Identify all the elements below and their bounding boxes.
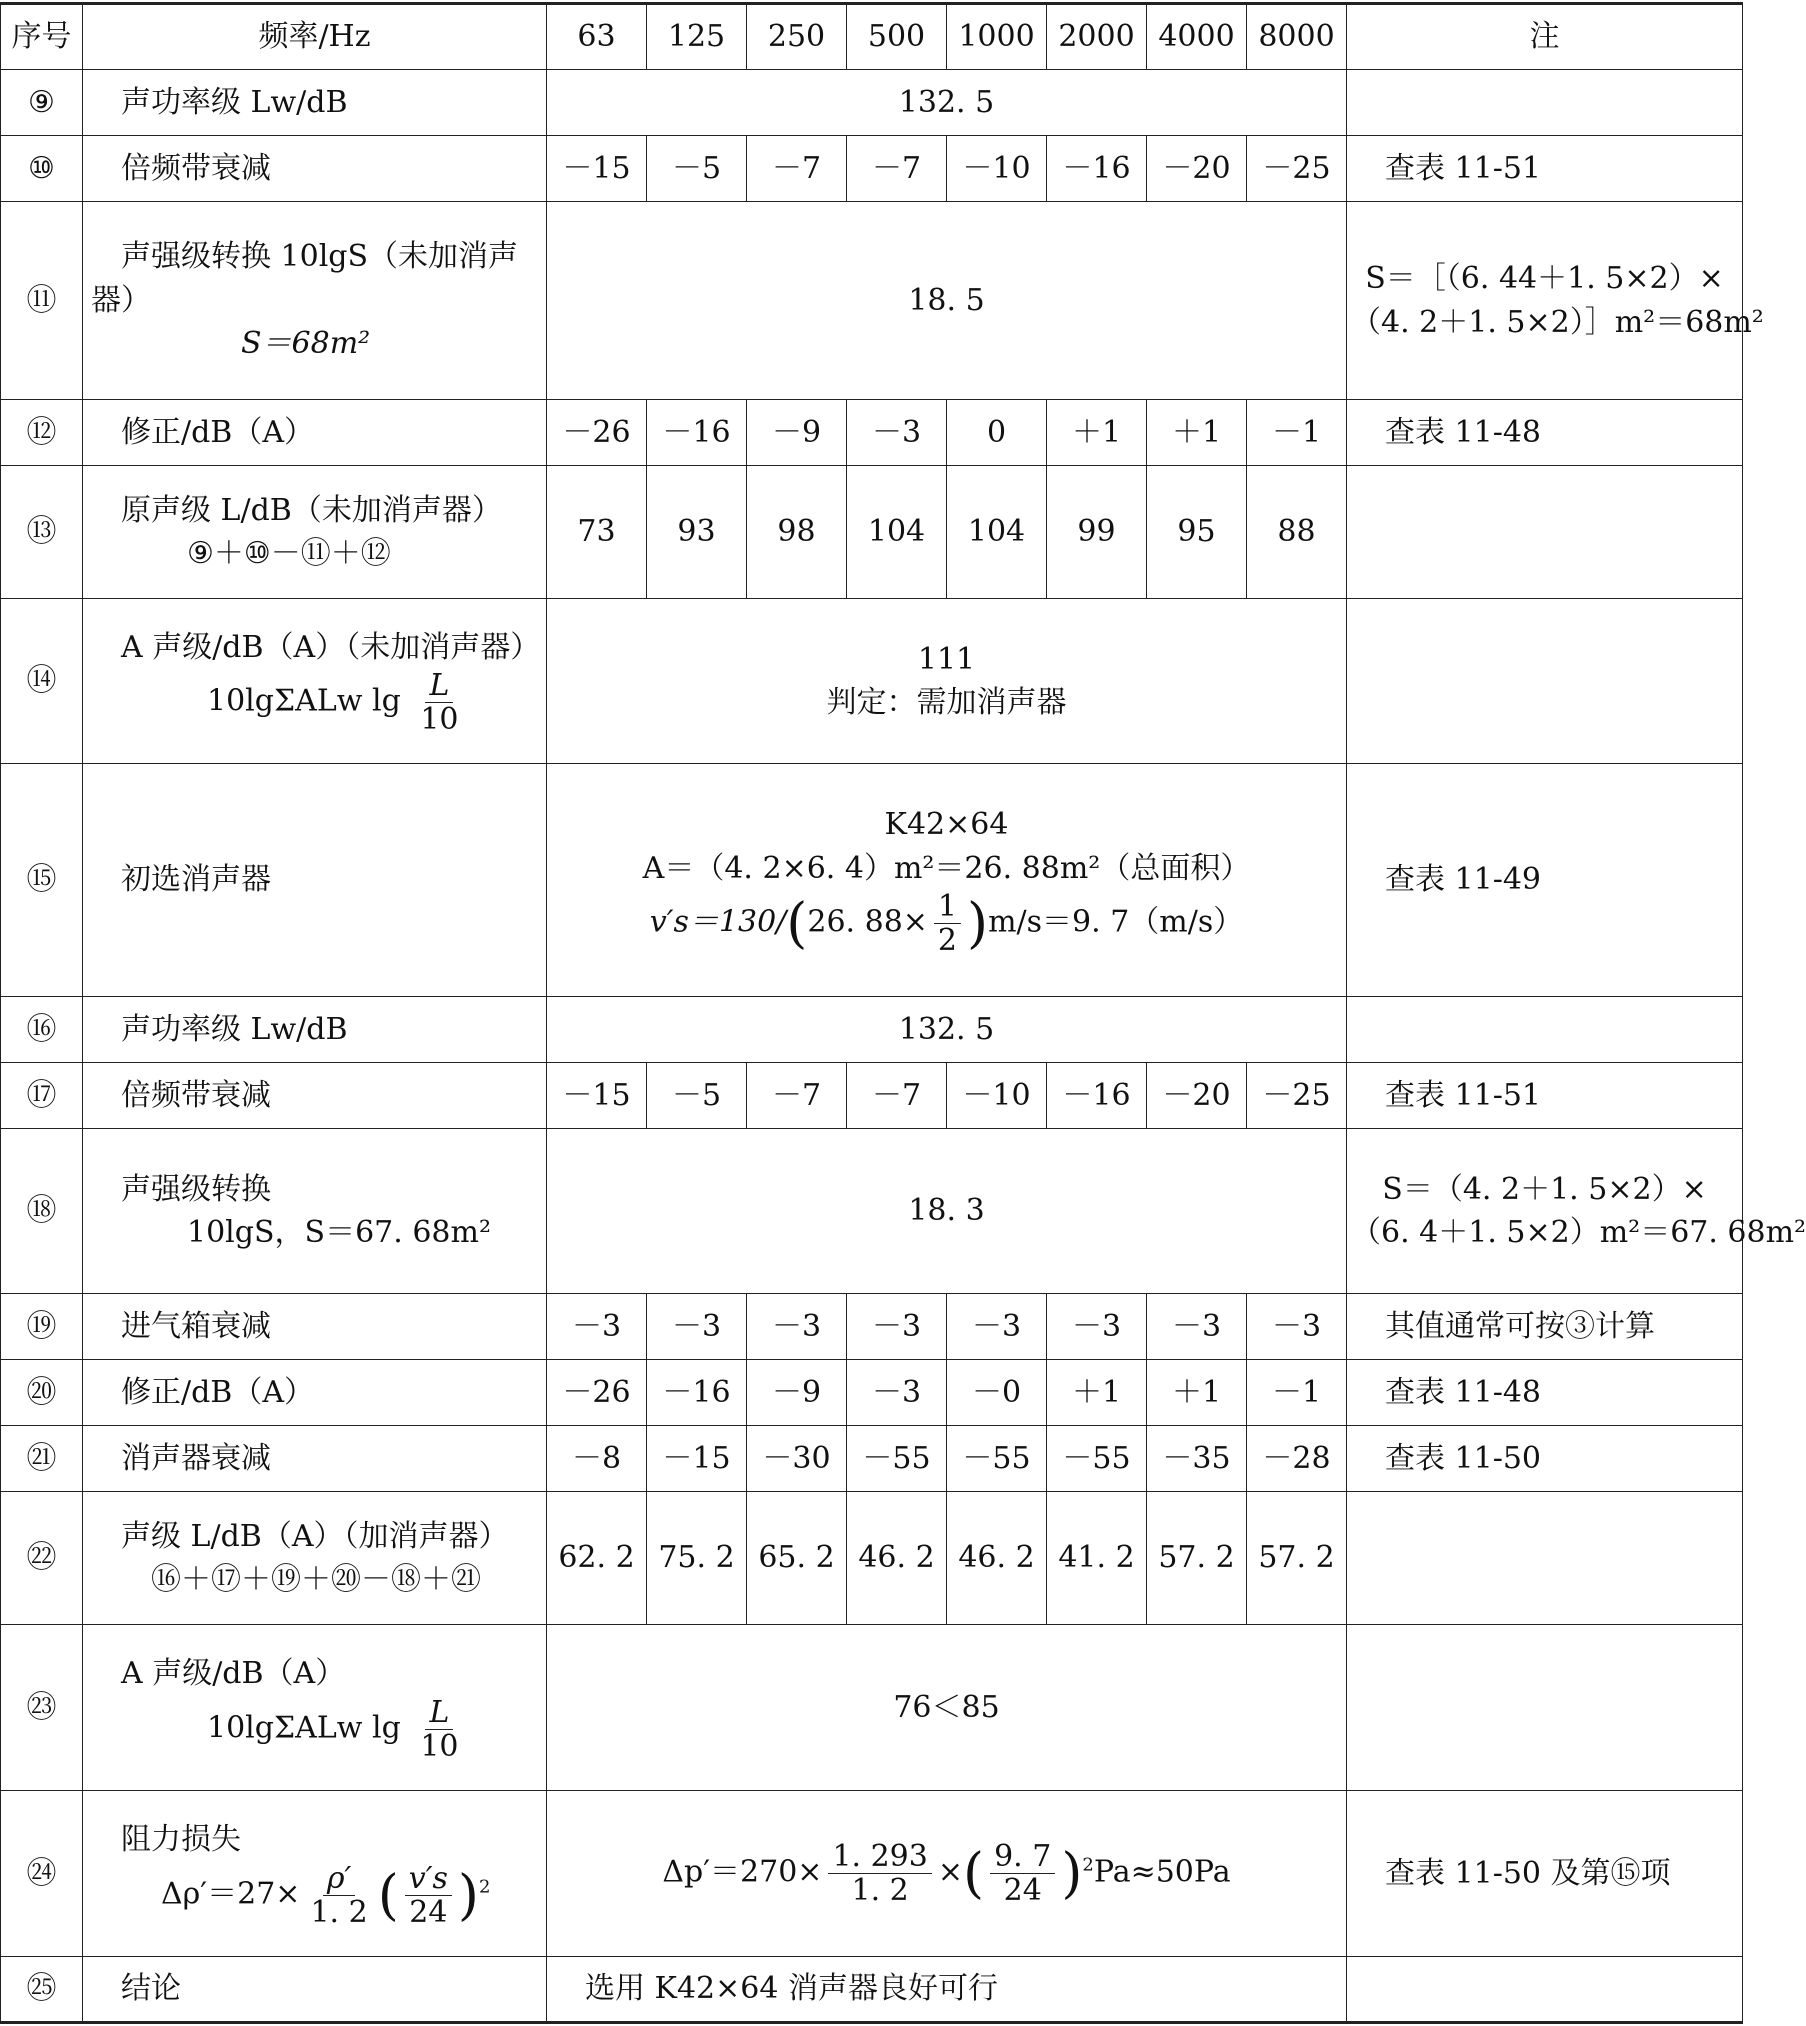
header-63: 63 — [547, 4, 647, 70]
cell-4000: ＋1 — [1147, 400, 1247, 466]
cell-1000: －3 — [947, 1294, 1047, 1360]
row-note — [1347, 599, 1743, 764]
cell-500: －55 — [847, 1426, 947, 1492]
cell-2000: ＋1 — [1047, 1360, 1147, 1426]
row-item: 声功率级 Lw/dB — [83, 997, 547, 1063]
cell-8000: －1 — [1247, 400, 1347, 466]
fraction — [828, 1840, 931, 1907]
row-item: 消声器衰减 — [83, 1426, 547, 1492]
fraction — [416, 1696, 462, 1763]
cell-63: －8 — [547, 1426, 647, 1492]
row-note: 查表 11-48 — [1347, 400, 1743, 466]
cell-500: 104 — [847, 466, 947, 599]
row-note: 查表 11-49 — [1347, 764, 1743, 997]
cell-4000: 95 — [1147, 466, 1247, 599]
header-1000: 1000 — [947, 4, 1047, 70]
cell-4000: －20 — [1147, 136, 1247, 202]
table-row — [1, 764, 1743, 997]
row-note: 查表 11-48 — [1347, 1360, 1743, 1426]
fraction-denominator: 2 — [937, 923, 958, 958]
cell-1000: －55 — [947, 1426, 1047, 1492]
row-value: 132. 5 — [547, 997, 1347, 1063]
fraction — [990, 1840, 1055, 1907]
cell-4000: 57. 2 — [1147, 1492, 1247, 1625]
row-value: 76＜85 — [547, 1625, 1347, 1791]
cell-63: －3 — [547, 1294, 647, 1360]
cell-1000: 46. 2 — [947, 1492, 1047, 1625]
cell-125: －16 — [647, 400, 747, 466]
formula-text: 26. 88× — [807, 904, 928, 940]
cell-1000: 104 — [947, 466, 1047, 599]
cell-63: －26 — [547, 1360, 647, 1426]
cell-4000: －3 — [1147, 1294, 1247, 1360]
row-item: 修正/dB（A） — [83, 400, 547, 466]
row-no: ㉕ — [1, 1957, 83, 2023]
row-item — [83, 1129, 547, 1294]
header-row — [1, 4, 1743, 70]
row-note: 查表 11-51 — [1347, 136, 1743, 202]
table-row — [1, 466, 1743, 599]
table-row — [1, 70, 1743, 136]
note-line: S＝［（6. 44＋1. 5×2）× — [1365, 261, 1724, 296]
cell-250: －9 — [747, 1360, 847, 1426]
row-no: ⑭ — [1, 599, 83, 764]
table-row — [1, 136, 1743, 202]
row-note: 查表 11-51 — [1347, 1063, 1743, 1129]
cell-2000: 99 — [1047, 466, 1147, 599]
row-no: ㉔ — [1, 1791, 83, 1957]
fraction-denominator: 1. 2 — [310, 1894, 368, 1930]
row-no: ⑱ — [1, 1129, 83, 1294]
row-value — [547, 1791, 1347, 1957]
row-no: ⑰ — [1, 1063, 83, 1129]
row-note — [1347, 202, 1764, 400]
row-value — [547, 599, 1347, 764]
row-value: 18. 3 — [547, 1129, 1347, 1294]
cell-125: 93 — [647, 466, 747, 599]
row-item — [83, 1625, 547, 1791]
row-no: ⑫ — [1, 400, 83, 466]
formula-text: m/s＝9. 7（m/s） — [988, 904, 1244, 940]
table-row — [1, 1294, 1743, 1360]
row-note: 查表 11-50 — [1347, 1426, 1743, 1492]
cell-1000: －10 — [947, 136, 1047, 202]
value-line: K42×64 — [884, 807, 1009, 842]
table-row — [1, 400, 1743, 466]
row-note — [1347, 1129, 1806, 1294]
header-frequency: 频率/Hz — [83, 4, 547, 70]
row-note — [1347, 1957, 1743, 2023]
cell-4000: －35 — [1147, 1426, 1247, 1492]
cell-125: －3 — [647, 1294, 747, 1360]
table-row — [1, 1791, 1743, 1957]
row-item: 结论 — [83, 1957, 547, 2023]
note-line: （4. 2＋1. 5×2）］m²＝68m² — [1351, 304, 1764, 340]
row-item: 倍频带衰减 — [83, 1063, 547, 1129]
row-item-line: A 声级/dB（A）（未加消声器） — [121, 629, 541, 665]
table-row — [1, 1426, 1743, 1492]
formula-text: 10lgΣALw lg — [207, 1710, 401, 1746]
cell-125: －5 — [647, 1063, 747, 1129]
exponent: 2 — [1082, 1854, 1094, 1876]
header-500: 500 — [847, 4, 947, 70]
paren-right: ) — [967, 891, 989, 955]
row-item-line: 器） — [91, 282, 151, 318]
row-note — [1347, 466, 1743, 599]
fraction-numerator: L — [425, 669, 453, 703]
row-item-formula — [121, 669, 542, 736]
row-note — [1347, 997, 1743, 1063]
cell-500: －3 — [847, 400, 947, 466]
row-item — [83, 599, 547, 764]
fraction — [416, 669, 462, 736]
row-no: ㉒ — [1, 1492, 83, 1625]
cell-2000: －16 — [1047, 1063, 1147, 1129]
cell-2000: －16 — [1047, 136, 1147, 202]
row-value: 18. 5 — [547, 202, 1347, 400]
table-row — [1, 1360, 1743, 1426]
fraction-numerator: 1. 293 — [828, 1840, 931, 1874]
cell-500: －3 — [847, 1360, 947, 1426]
row-item-line: A 声级/dB（A） — [121, 1656, 346, 1692]
table-row — [1, 599, 1743, 764]
cell-63: 73 — [547, 466, 647, 599]
cell-4000: －20 — [1147, 1063, 1247, 1129]
cell-63: 62. 2 — [547, 1492, 647, 1625]
formula-text: 10lgΣALw lg — [207, 683, 401, 719]
cell-250: －7 — [747, 1063, 847, 1129]
cell-500: －3 — [847, 1294, 947, 1360]
cell-63: －26 — [547, 400, 647, 466]
header-250: 250 — [747, 4, 847, 70]
row-item: 修正/dB（A） — [83, 1360, 547, 1426]
row-value: 132. 5 — [547, 70, 1347, 136]
row-note — [1347, 70, 1743, 136]
cell-8000: －1 — [1247, 1360, 1347, 1426]
table-row — [1, 1063, 1743, 1129]
cell-125: －16 — [647, 1360, 747, 1426]
cell-8000: 88 — [1247, 466, 1347, 599]
paren-left: ( — [377, 1863, 399, 1927]
fraction-denominator: 24 — [409, 1894, 448, 1930]
row-no: ⑬ — [1, 466, 83, 599]
row-item-line: 声级 L/dB（A）（加消声器） — [121, 1518, 509, 1554]
paren-left: ( — [963, 1841, 985, 1905]
cell-1000: －0 — [947, 1360, 1047, 1426]
fraction-numerator: 9. 7 — [990, 1840, 1055, 1874]
formula-text: Δp′＝270× — [662, 1854, 823, 1890]
row-item-formula: ⑯＋⑰＋⑲＋⑳－⑱＋㉑ — [151, 1562, 481, 1597]
fraction — [934, 890, 961, 957]
cell-125: －5 — [647, 136, 747, 202]
row-item — [83, 1492, 547, 1625]
row-item: 声功率级 Lw/dB — [83, 70, 547, 136]
row-item-line: 声强级转换 — [121, 1171, 271, 1207]
fraction-numerator: v′s — [405, 1862, 452, 1896]
table-row — [1, 1625, 1743, 1791]
cell-4000: ＋1 — [1147, 1360, 1247, 1426]
row-note: 查表 11-50 及第⑮项 — [1347, 1791, 1743, 1957]
cell-1000: －10 — [947, 1063, 1047, 1129]
value-line: 111 — [917, 641, 976, 677]
paren-left: ( — [786, 891, 808, 955]
paren-right: ) — [457, 1863, 479, 1927]
fraction — [405, 1862, 452, 1929]
cell-8000: 57. 2 — [1247, 1492, 1347, 1625]
header-125: 125 — [647, 4, 747, 70]
row-item-formula: ⑨＋⑩－⑪＋⑫ — [187, 536, 391, 571]
row-item-formula: S＝68m² — [241, 326, 371, 362]
cell-250: －9 — [747, 400, 847, 466]
cell-8000: －3 — [1247, 1294, 1347, 1360]
formula-text: × — [937, 1854, 963, 1890]
cell-2000: ＋1 — [1047, 400, 1147, 466]
cell-125: 75. 2 — [647, 1492, 747, 1625]
cell-2000: －55 — [1047, 1426, 1147, 1492]
table-row — [1, 1492, 1743, 1625]
note-line: S＝（4. 2＋1. 5×2）× — [1382, 1171, 1707, 1207]
row-no: ㉑ — [1, 1426, 83, 1492]
row-note — [1347, 1492, 1743, 1625]
note-line: （6. 4＋1. 5×2）m²＝67. 68m² — [1351, 1215, 1806, 1250]
fraction-numerator: L — [425, 1696, 453, 1730]
cell-8000: －25 — [1247, 136, 1347, 202]
value-line: A＝（4. 2×6. 4）m²＝26. 88m²（总面积） — [642, 850, 1251, 886]
row-no: ⑩ — [1, 136, 83, 202]
row-item — [83, 466, 547, 599]
row-note: 其值通常可按③计算 — [1347, 1294, 1743, 1360]
silencer-calculation-table — [0, 2, 1806, 2024]
fraction-numerator: 1 — [934, 890, 961, 924]
table-row — [1, 1129, 1743, 1294]
row-no: ⑨ — [1, 70, 83, 136]
cell-500: －7 — [847, 136, 947, 202]
table-row — [1, 1957, 1743, 2023]
cell-250: －30 — [747, 1426, 847, 1492]
row-item: 初选消声器 — [83, 764, 547, 997]
cell-250: 98 — [747, 466, 847, 599]
row-item — [83, 202, 547, 400]
header-no: 序号 — [1, 4, 83, 70]
fraction-denominator: 10 — [420, 702, 459, 738]
table-row — [1, 997, 1743, 1063]
cell-500: 46. 2 — [847, 1492, 947, 1625]
cell-1000: 0 — [947, 400, 1047, 466]
cell-250: 65. 2 — [747, 1492, 847, 1625]
fraction-denominator: 24 — [1003, 1873, 1042, 1908]
cell-250: －3 — [747, 1294, 847, 1360]
row-no: ⑯ — [1, 997, 83, 1063]
row-value — [547, 764, 1347, 997]
fraction-numerator: ρ′ — [323, 1862, 355, 1896]
header-note: 注 — [1347, 4, 1743, 70]
row-item: 进气箱衰减 — [83, 1294, 547, 1360]
table-row — [1, 202, 1743, 400]
header-8000: 8000 — [1247, 4, 1347, 70]
fraction — [306, 1862, 371, 1929]
row-item-formula — [121, 1696, 542, 1763]
cell-2000: －3 — [1047, 1294, 1147, 1360]
cell-63: －15 — [547, 136, 647, 202]
row-item — [83, 1791, 547, 1957]
cell-63: －15 — [547, 1063, 647, 1129]
row-no: ⑪ — [1, 202, 83, 400]
fraction-denominator: 10 — [420, 1728, 459, 1764]
row-no: ㉓ — [1, 1625, 83, 1791]
row-no: ⑳ — [1, 1360, 83, 1426]
row-value: 选用 K42×64 消声器良好可行 — [547, 1957, 1347, 2023]
cell-250: －7 — [747, 136, 847, 202]
row-item-formula: 10lgS，S＝67. 68m² — [187, 1215, 491, 1250]
row-item: 倍频带衰减 — [83, 136, 547, 202]
cell-500: －7 — [847, 1063, 947, 1129]
formula-text: Pa≈50Pa — [1093, 1854, 1231, 1890]
cell-8000: －28 — [1247, 1426, 1347, 1492]
value-formula — [551, 890, 1342, 957]
row-no: ⑲ — [1, 1294, 83, 1360]
row-item-line: 原声级 L/dB（未加消声器） — [121, 492, 502, 528]
cell-125: －15 — [647, 1426, 747, 1492]
paren-right: ) — [1061, 1841, 1083, 1905]
fraction-denominator: 1. 2 — [851, 1873, 909, 1908]
row-item-line: 声强级转换 10lgS（未加消声 — [121, 239, 519, 275]
cell-2000: 41. 2 — [1047, 1492, 1147, 1625]
row-note — [1347, 1625, 1743, 1791]
row-item-line: 阻力损失 — [121, 1822, 241, 1858]
header-2000: 2000 — [1047, 4, 1147, 70]
formula-text: v′s＝130/ — [649, 904, 787, 940]
row-item-formula — [121, 1862, 542, 1929]
cell-8000: －25 — [1247, 1063, 1347, 1129]
row-no: ⑮ — [1, 764, 83, 997]
exponent: 2 — [479, 1876, 491, 1898]
formula-text: Δρ′＝27× — [161, 1876, 301, 1912]
header-4000: 4000 — [1147, 4, 1247, 70]
value-line: 判定：需加消声器 — [826, 685, 1067, 720]
